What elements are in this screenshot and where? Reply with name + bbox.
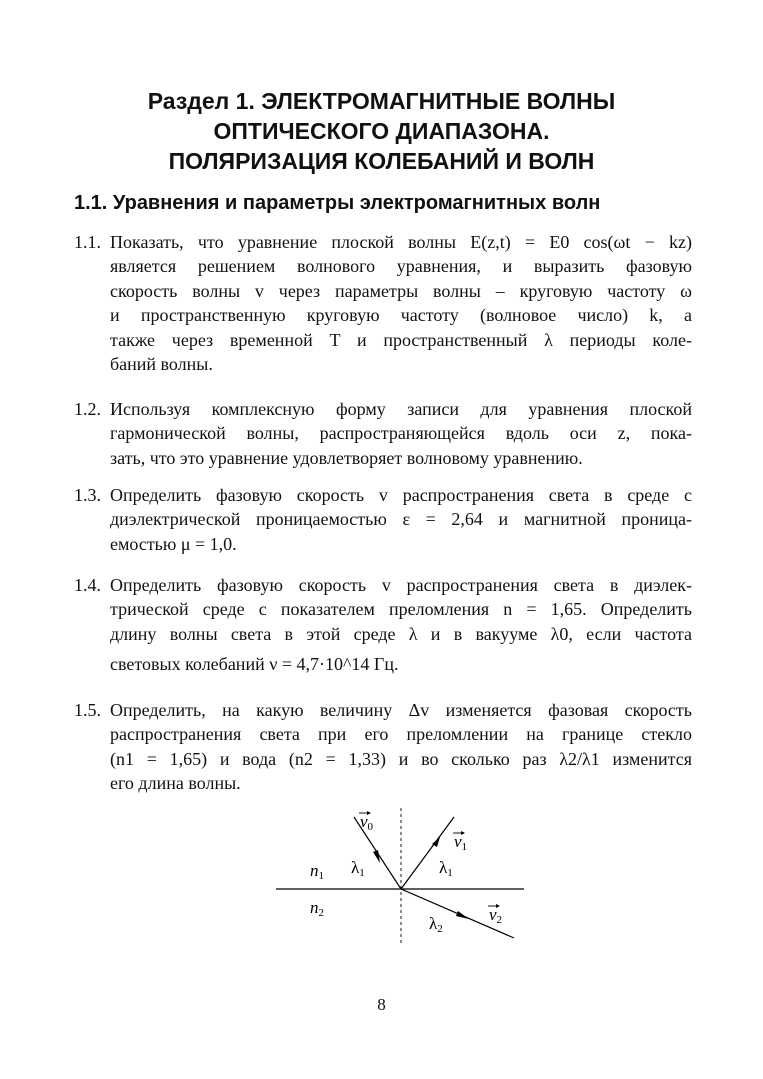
problem-line: Используя комплексную форму записи для уравнения плоской: [110, 399, 692, 419]
problem-line: баний волны.: [110, 354, 213, 375]
problem-1-5: [74, 698, 692, 796]
problem-line: трической среде с показателем преломления n = 1,65. Определить: [110, 599, 692, 620]
problem-text: [110, 483, 692, 556]
chapter-title: [60, 86, 703, 176]
problem-line: Определить, на какую величину Δv изменяется фазовая скорость: [110, 700, 692, 720]
problem-number: 1.5.: [74, 700, 101, 720]
reflected-ray: [401, 817, 454, 889]
refracted-ray-arrow: [456, 911, 469, 919]
chapter-title-line-2: ОПТИЧЕСКОГО ДИАПАЗОНА.: [213, 118, 550, 144]
svg-text:v0: v0: [360, 812, 374, 833]
problem-number: 1.2.: [74, 399, 101, 419]
section-title: 1.1. Уравнения и параметры электромагнитных волн: [74, 192, 601, 214]
label-lambda2: λ2: [429, 914, 443, 935]
problem-line: гармонической волны, распространяющейся вдоль оси z, пока-: [110, 423, 692, 444]
chapter-title-line-1: Раздел 1. ЭЛЕКТРОМАГНИТНЫЕ ВОЛНЫ: [147, 88, 616, 114]
problem-line: диэлектрической проницаемостью ε = 2,64 и магнитной проница-: [110, 509, 692, 530]
problem-line: Определить фазовую скорость v распространения света в диэлек-: [110, 575, 692, 595]
label-lambda1-incident: λ1: [351, 858, 365, 879]
label-n2: n2: [310, 898, 324, 919]
problem-1-4: [74, 573, 692, 677]
problem-line: распространения света при его преломлении на границе стекло: [110, 724, 692, 745]
problem-text: [110, 230, 692, 376]
problem-1-3: [74, 483, 692, 556]
problem-line: длину волны света в этой среде λ и в вакууме λ0, если частота: [110, 623, 692, 644]
problem-number: 1.4.: [74, 575, 101, 595]
problem-line: зать, что это уравнение удовлетворяет волновому уравнению.: [110, 447, 583, 468]
problem-line: Показать, что уравнение плоской волны E(z,t) = E0 cos(ωt − kz): [110, 232, 692, 252]
refraction-diagram: [270, 805, 530, 950]
problem-text: [110, 573, 692, 677]
svg-text:v2: v2: [489, 905, 503, 926]
chapter-title-line-3: ПОЛЯРИЗАЦИЯ КОЛЕБАНИЙ И ВОЛН: [168, 148, 595, 174]
problem-line: Определить фазовую скорость v распространения света в среде с: [110, 485, 692, 505]
problem-1-1: [74, 230, 692, 376]
problem-line: световых колебаний ν = 4,7·10^14 Гц.: [110, 654, 399, 675]
problem-number: 1.1.: [74, 232, 101, 252]
problem-line: скорость волны v через параметры волны – круговую частоту ω: [110, 280, 692, 301]
problem-line: (n1 = 1,65) и вода (n2 = 1,33) и во сколько раз λ2/λ1 изменится: [110, 748, 692, 769]
label-v2: [488, 904, 502, 926]
problem-line: является решением волнового уравнения, и выразить фазовую: [110, 256, 692, 277]
problem-number: 1.3.: [74, 485, 101, 505]
incident-ray-arrow: [373, 850, 380, 863]
label-v0: [359, 811, 374, 833]
label-n1: n1: [310, 861, 324, 882]
label-lambda1-reflected: λ1: [439, 858, 453, 879]
problem-text: [110, 698, 692, 796]
problem-line: также через временной T и пространственный λ периоды коле-: [110, 329, 692, 350]
page-number: 8: [377, 995, 386, 1014]
problem-line: его длина волны.: [110, 773, 241, 794]
problem-line: емостью μ = 1,0.: [110, 533, 237, 554]
label-v1: [453, 831, 467, 853]
problem-text: [110, 397, 692, 470]
svg-text:v1: v1: [454, 832, 468, 853]
problem-1-2: [74, 397, 692, 470]
problem-line: и пространственную круговую частоту (волновое число) k, а: [110, 305, 692, 326]
